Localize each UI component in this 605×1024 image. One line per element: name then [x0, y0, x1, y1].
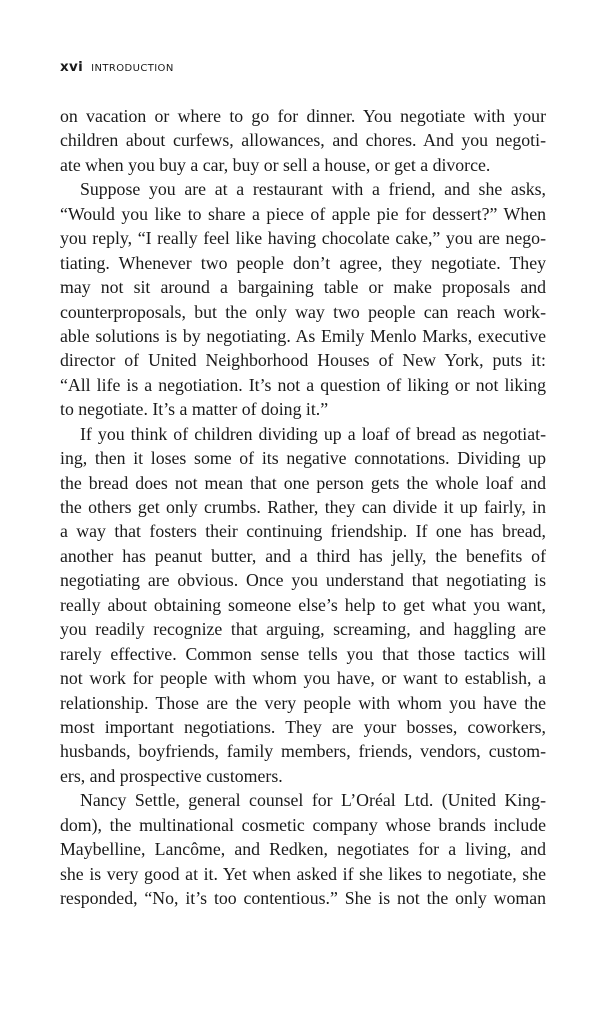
text-line: ate when you buy a car, buy or sell a house, or get a divorce. — [60, 154, 491, 175]
text-line: husbands, boyfriends, family members, friends, vendors, custom- — [60, 741, 546, 762]
text-line: ing, then it loses some of its negative connotations. Dividing up — [60, 448, 546, 469]
text-line: you reply, “I really feel like having chocolate cake,” you are nego- — [60, 228, 546, 249]
text-line: rarely effective. Common sense tells you that those tactics will — [60, 643, 546, 664]
page-number: xvi — [60, 59, 84, 75]
text-line: “Would you like to share a piece of apple pie for dessert?” When — [60, 203, 546, 224]
text-line: able solutions is by negotiating. As Emily Menlo Marks, executive — [60, 325, 546, 346]
text-line: another has peanut butter, and a third has jelly, the benefits of — [60, 545, 546, 566]
text-line: on vacation or where to go for dinner. You negotiate with your — [60, 106, 546, 126]
text-line: a way that fosters their continuing friendship. If one has bread, — [60, 521, 546, 542]
text-line: relationship. Those are the very people with whom you have the — [60, 692, 546, 713]
section-title: INTRODUCTION — [91, 63, 174, 74]
text-line: responded, “No, it’s too contentious.” She is not the only woman — [60, 888, 546, 908]
text-line: you readily recognize that arguing, screaming, and haggling are — [60, 619, 546, 640]
text-line: Suppose you are at a restaurant with a friend, and she asks, — [80, 179, 546, 200]
text-line: the others get only crumbs. Rather, they can divide it up fairly, in — [60, 497, 546, 517]
body-text — [60, 104, 546, 910]
text-line: “All life is a negotiation. It’s not a question of liking or not liking — [60, 374, 546, 395]
text-line: the bread does not mean that one person gets the whole loaf and — [60, 472, 546, 493]
text-line: she is very good at it. Yet when asked if she likes to negotiate, she — [60, 863, 546, 884]
text-line: Nancy Settle, general counsel for L’Oréal Ltd. (United King- — [80, 790, 546, 811]
text-line: dom), the multinational cosmetic company whose brands include — [60, 814, 546, 835]
text-line: negotiating are obvious. Once you understand that negotiating is — [60, 570, 546, 591]
text-line: tiating. Whenever two people don’t agree, they negotiate. They — [60, 252, 546, 273]
text-line: not work for people with whom you have, or want to establish, a — [60, 668, 546, 689]
text-line: really about obtaining someone else’s help to get what you want, — [60, 594, 546, 615]
text-line: to negotiate. It’s a matter of doing it.” — [60, 399, 329, 420]
text-line: most important negotiations. They are your bosses, coworkers, — [60, 716, 546, 737]
text-line: children about curfews, allowances, and chores. And you negoti- — [60, 130, 546, 151]
text-line: ers, and prospective customers. — [60, 765, 283, 786]
text-line: Maybelline, Lancôme, and Redken, negotiates for a living, and — [60, 839, 546, 860]
running-head — [60, 56, 174, 75]
text-line: may not sit around a bargaining table or make proposals and — [60, 277, 546, 298]
text-line: If you think of children dividing up a loaf of bread as negotiat- — [80, 423, 546, 444]
text-line: director of United Neighborhood Houses of New York, puts it: — [60, 350, 546, 371]
text-line: counterproposals, but the only way two people can reach work- — [60, 301, 546, 322]
